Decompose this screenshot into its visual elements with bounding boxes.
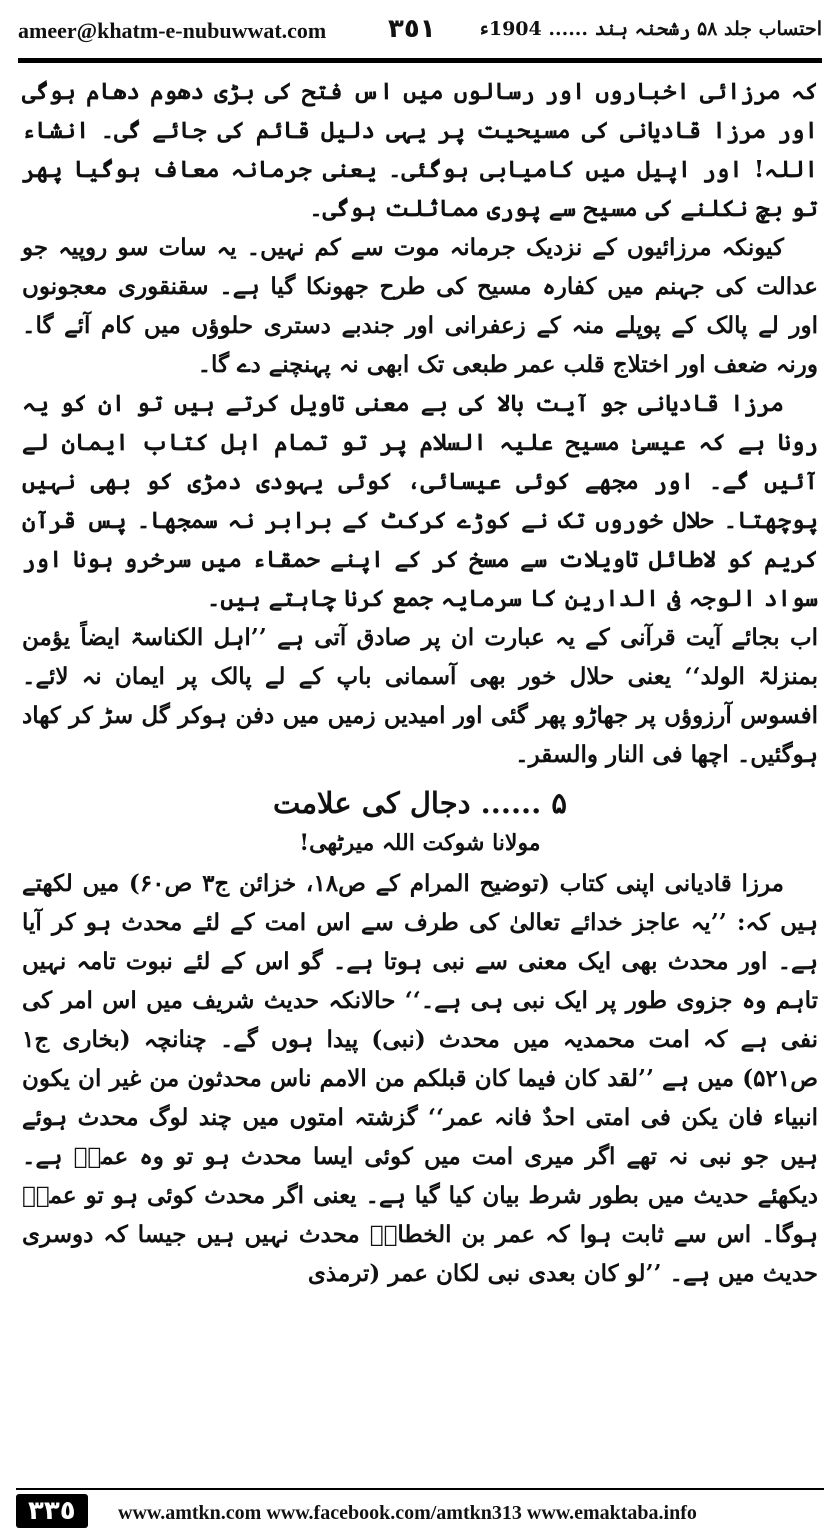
header-page-number: ٣٥١	[388, 14, 436, 44]
paragraph-1: کہ مرزائی اخباروں اور رسالوں میں اس فتح کی بڑی دھوم دھام ہوگی اور مرزا قادیانی کی مسیحیت پر یہی دلیل قائم کی جائے گی۔ انشاء اللہ! اور اپیل میں کامیابی ہوگئی۔ یعنی جرمانہ معاف ہوگیا پھر تو بچ نکلنے کی مسیح سے پوری مماثلت ہوگی۔	[22, 78, 818, 222]
paragraph-2: کیونکہ مرزائیوں کے نزدیک جرمانہ موت سے کم نہیں۔ یہ سات سو روپیہ جو عدالت کی جہنم میں کفارہ مسیح کی طرح جھونکا گیا ہے۔ سقنقوری معجونوں اور لے پالک کے پوپلے منہ کے زعفرانی اور جندبے دستری حلوؤں میں کام آئے گا۔ ورنہ ضعف اور اختلاج قلب عمر طبعی تک ابھی نہ پہنچنے دے گا۔	[22, 234, 818, 378]
header-rule	[18, 58, 822, 63]
section-heading: ۵ ...... دجال کی علامت	[273, 786, 567, 820]
page-body	[22, 72, 818, 1293]
page-header	[18, 14, 822, 54]
paragraph-5: مرزا قادیانی اپنی کتاب (توضیح المرام کے ص۱۸، خزائن ج۳ ص۶۰) میں لکھتے ہیں کہ: ’’یہ عاجز خدائے تعالیٰ کی طرف سے اس امت کے لئے محدث ہو کر آیا ہے۔ اور محدث بھی ایک معنی سے نبی ہوتا ہے۔ گو اس کے لئے نبوت تامہ نہیں تاہم وہ جزوی طور پر ایک نبی ہی ہے۔‘‘ حالانکہ حدیث شریف میں اس امر کی نفی ہے کہ امت محمدیہ میں محدث (نبی) پیدا ہوں گے۔ چنانچہ (بخاری ج۱ ص۵۲۱) میں ہے ’’لقد کان فیما کان قبلکم من الامم ناس محدثون من غیر ان یکون انبیاء فان یکن فی امتی احدٌ فانہ عمر‘‘ گزشتہ امتوں میں چند لوگ محدث ہوئے ہیں جو نبی نہ تھے اگر میری امت میں کوئی ایسا محدث ہو تو وہ عمرؓ ہے۔ دیکھئے حدیث میں بطور شرط بیان کیا گیا ہے۔ یعنی اگر محدث کوئی ہو تو عمرؓ ہوگا۔ اس سے ثابت ہوا کہ عمر بن الخطابؓ محدث نہیں ہیں جیسا کہ دوسری حدیث میں ہے۔ ’’لو کان بعدی نبی لکان عمر (ترمذی	[22, 870, 818, 1287]
footer-page-number: ٣٣٥	[16, 1494, 88, 1528]
footer-links: www.amtkn.com www.facebook.com/amtkn313 www.emaktaba.info	[118, 1502, 697, 1524]
page-footer	[0, 1492, 840, 1540]
paragraph-3: مرزا قادیانی جو آیت بالا کی بے معنی تاویل کرتے ہیں تو ان کو یہ رونا ہے کہ عیسیٰ مسیح علیہ السلام پر تو تمام اہل کتاب ایمان لے آئیں گے۔ اور مجھے کوئی عیسائی، کوئی یہودی دمڑی کو بھی نہیں پوچھتا۔ حلال خوروں تک نے کوڑے کرکٹ کے برابر نہ سمجھا۔ پس قرآن کریم کو لاطائل تاویلات سے مسخ کر کے اپنے حمقاء میں سرخرو ہونا اور سواد الوجہ فی الدارین کا سرمایہ جمع کرنا چاہتے ہیں۔	[22, 390, 818, 612]
header-title: احتساب جلد ۵۸ رشحنہ ہند ...... 1904ء	[479, 18, 822, 40]
header-email: ameer@khatm-e-nubuwwat.com	[18, 18, 327, 43]
paragraph-4: اب بجائے آیت قرآنی کے یہ عبارت ان پر صادق آتی ہے ’’اہل الکناسۃ ایضاً یؤمن بمنزلۃ الولد‘‘ یعنی حلال خور بھی آسمانی باپ کے لے پالک پر ایمان نہ لائے۔ افسوس آرزوؤں پر جھاڑو پھر گئی اور امیدیں زمیں میں دفن ہوکر گل سڑ کر کھاد ہوگئیں۔ اچھا فی النار والسقر۔	[22, 624, 818, 768]
footer-rule	[16, 1488, 824, 1490]
section-author: مولانا شوکت اللہ میرٹھی!	[299, 830, 541, 856]
